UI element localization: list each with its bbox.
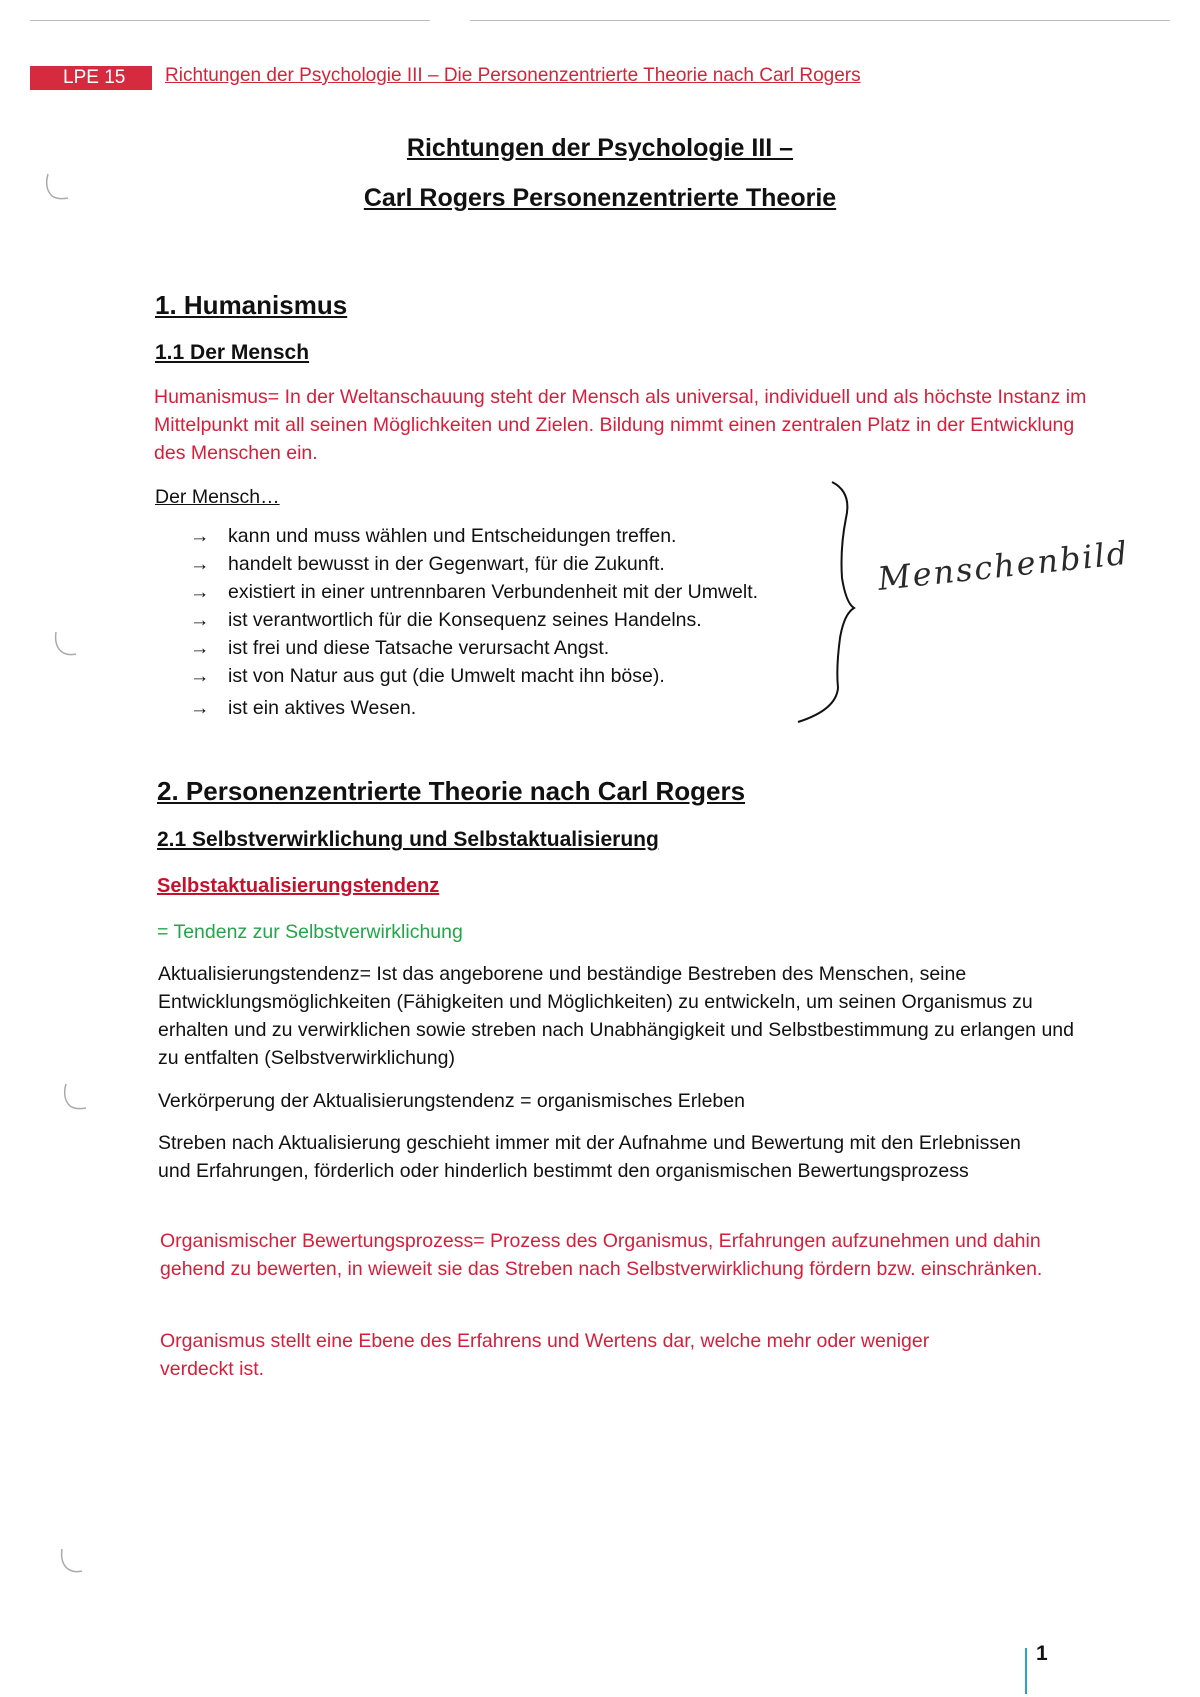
- list-item-text: handelt bewusst in der Gegenwart, für die Zukunft.: [228, 553, 665, 575]
- margin-mark-3: [58, 1080, 98, 1120]
- arrow-icon: →: [190, 581, 210, 603]
- term-selbstaktualisierungstendenz: Selbstaktualisierungstendenz: [157, 875, 440, 897]
- term-synonym: = Tendenz zur Selbstverwirklichung: [157, 921, 463, 943]
- header-code: LPE 15: [63, 67, 126, 88]
- list-item: [190, 662, 758, 690]
- aktualisierungstendenz-paragraph: Aktualisierungstendenz= Ist das angeborene und beständige Bestreben des Menschen, seine Entwicklungsmöglichkeiten (Fähigkeiten und Möglichkeiten) zu entwickeln, um seinen Organismus zu erhalten und zu verwirklichen sowie streben nach Unabhängigkeit und Selbstbestimmung zu erlangen und zu entfalten (Selbstverwirklichung): [158, 963, 1074, 1069]
- list-item-text: ist ein aktives Wesen.: [228, 697, 417, 719]
- humanismus-definition: Humanismus= In der Weltanschauung steht der Mensch als universal, individuell und als höchste Instanz im Mittelpunkt mit all seinen Möglichkeiten und Zielen. Bildung nimmt einen zentralen Platz in der Entwicklung des Menschen ein.: [154, 386, 1087, 464]
- section-1-1-heading: 1.1 Der Mensch: [155, 341, 310, 364]
- margin-mark-1: [40, 170, 80, 210]
- margin-mark-2: [50, 628, 90, 668]
- arrow-icon: →: [190, 609, 210, 631]
- handwritten-menschenbild-note: Menschenbild: [876, 533, 1131, 598]
- section-2-1-heading: 2.1 Selbstverwirklichung und Selbstaktualisierung: [157, 828, 659, 851]
- header-title: Richtungen der Psychologie III – Die Personenzentrierte Theorie nach Carl Rogers: [165, 65, 861, 86]
- list-item-text: existiert in einer untrennbaren Verbundenheit mit der Umwelt.: [228, 581, 759, 603]
- margin-mark-4: [56, 1545, 96, 1585]
- der-mensch-label: Der Mensch…: [155, 486, 280, 508]
- list-item-text: kann und muss wählen und Entscheidungen treffen.: [228, 525, 677, 547]
- section-2-heading: 2. Personenzentrierte Theorie nach Carl Rogers: [157, 776, 746, 806]
- arrow-icon: →: [190, 665, 210, 687]
- list-item: [190, 578, 758, 606]
- arrow-icon: →: [190, 525, 210, 547]
- document-title-line1: Richtungen der Psychologie III –: [406, 134, 794, 162]
- mensch-bullet-list: [190, 522, 758, 722]
- list-item-text: ist von Natur aus gut (die Umwelt macht ihn böse).: [228, 665, 665, 687]
- organismus-paragraph: Organismus stellt eine Ebene des Erfahrens und Wertens dar, welche mehr oder weniger verdeckt ist.: [160, 1330, 930, 1380]
- document-title-line2: Carl Rogers Personenzentrierte Theorie: [363, 184, 837, 212]
- arrow-icon: →: [190, 553, 210, 575]
- list-item: [190, 694, 758, 722]
- list-item: [190, 522, 758, 550]
- list-item: [190, 634, 758, 662]
- scan-line-top-left: [30, 20, 430, 21]
- scan-line-top-right: [470, 20, 1170, 21]
- verkoerperung-paragraph: Verkörperung der Aktualisierungstendenz = organismisches Erleben: [158, 1090, 745, 1112]
- list-item-text: ist verantwortlich für die Konsequenz seines Handelns.: [228, 609, 702, 631]
- page-number: 1: [1036, 1642, 1048, 1665]
- list-item: [190, 606, 758, 634]
- bewertungsprozess-definition: Organismischer Bewertungsprozess= Prozess des Organismus, Erfahrungen aufzunehmen und dahin gehend zu bewerten, in wieweit sie das Streben nach Selbstverwirklichung fördern bzw. einschränken.: [160, 1230, 1043, 1280]
- arrow-icon: →: [190, 697, 210, 719]
- curly-brace-icon: [790, 478, 860, 728]
- streben-paragraph: Streben nach Aktualisierung geschieht immer mit der Aufnahme und Bewertung mit den Erlebnissen und Erfahrungen, förderlich oder hinderlich bestimmt den organismischen Bewertungsprozess: [158, 1132, 1021, 1182]
- section-1-heading: 1. Humanismus: [155, 290, 348, 320]
- page-number-marker: [1025, 1648, 1027, 1694]
- list-item-text: ist frei und diese Tatsache verursacht Angst.: [228, 637, 610, 659]
- list-item: [190, 550, 758, 578]
- arrow-icon: →: [190, 637, 210, 659]
